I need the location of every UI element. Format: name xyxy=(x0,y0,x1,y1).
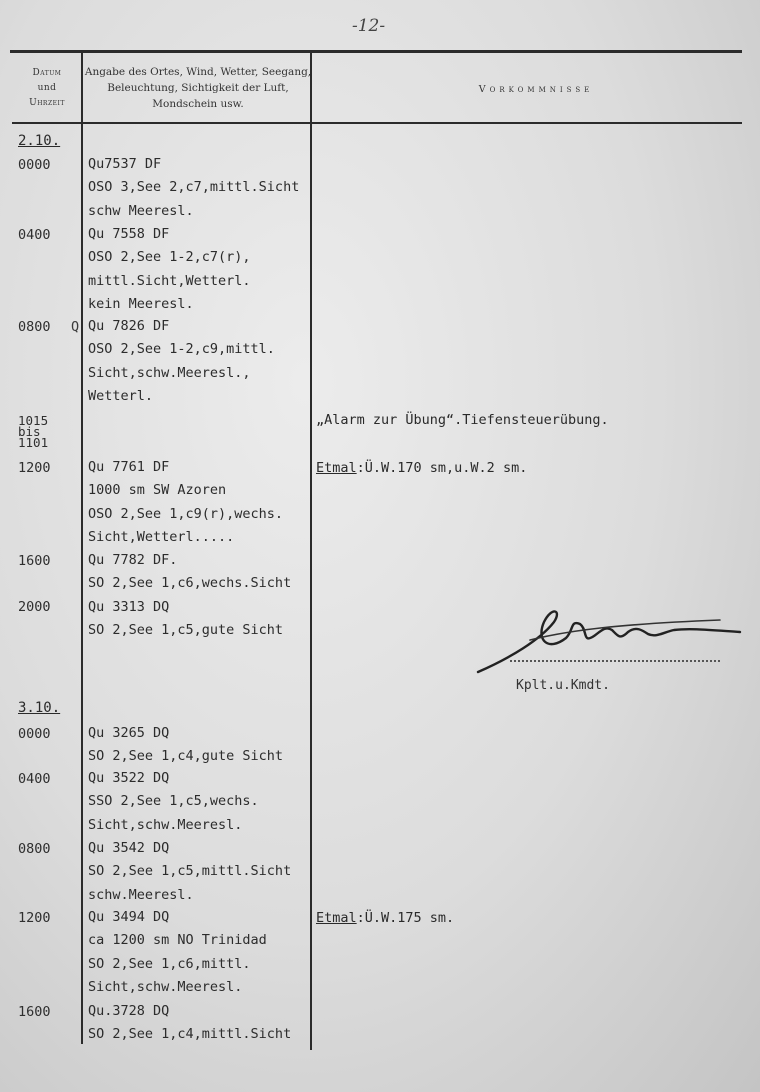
entry-line: Qu 7782 DF. xyxy=(88,552,178,568)
entry-line: OSO 2,See 1-2,c9,mittl. xyxy=(88,341,275,358)
entry-line: SO 2,See 1,c6,mittl. xyxy=(88,955,251,972)
entry-line: Qu 7826 DF xyxy=(88,318,170,334)
row-entry xyxy=(88,315,328,409)
row-time: 0800 xyxy=(18,319,51,335)
event-alarm: „Alarm zur Übung“.Tiefensteuerübung. xyxy=(316,412,609,428)
entry-line: kein Meeresl. xyxy=(88,296,194,313)
etmal-value: :Ü.W.175 sm. xyxy=(356,910,455,926)
entry-line: Sicht,schw.Meeresl., xyxy=(88,364,251,381)
entry-line: schw.Meeresl. xyxy=(88,886,194,903)
row-time: 0800 xyxy=(18,841,51,857)
row-entry xyxy=(88,837,328,907)
entry-line: Qu 7761 DF xyxy=(88,459,170,475)
header-events: Vorkommnisse xyxy=(478,84,594,95)
header-date-time xyxy=(14,66,80,111)
row-entry xyxy=(88,456,328,550)
entry-line: OSO 2,See 1-2,c7(r), xyxy=(88,249,251,266)
row-time: 1200 xyxy=(18,910,51,926)
etmal-label: Etmal xyxy=(316,910,357,926)
entry-line: SO 2,See 1,c5,mittl.Sicht xyxy=(88,863,292,880)
entry-line: ca 1200 sm NO Trinidad xyxy=(88,932,267,949)
entry-line: 1000 sm SW Azoren xyxy=(88,482,227,499)
entry-line: mittl.Sicht,Wetterl. xyxy=(88,272,251,289)
entry-line: Sicht,schw.Meeresl. xyxy=(88,979,243,996)
row-time: 0000 xyxy=(18,157,51,173)
row-entry xyxy=(88,1000,328,1047)
entry-line: Sicht,Wetterl..... xyxy=(88,529,235,546)
entry-line: Sicht,schw.Meeresl. xyxy=(88,816,243,833)
row-time: 0400 xyxy=(18,771,51,787)
header-place-weather: Angabe des Ortes, Wind, Wetter, Seegang, Beleuchtung, Sichtigkeit der Luft, Mondschein usw. xyxy=(84,66,312,110)
row-time: 1200 xyxy=(18,460,51,476)
row-time: 2000 xyxy=(18,599,51,615)
overtyped-mark: Q xyxy=(71,319,80,335)
etmal-value: :Ü.W.170 sm,u.W.2 sm. xyxy=(356,460,528,476)
row-time: 0400 xyxy=(18,227,51,243)
date-heading-2-10: 2.10. xyxy=(18,133,61,149)
page-number: -12- xyxy=(352,16,386,36)
row-entry xyxy=(88,767,328,837)
entry-line: Qu.3728 DQ xyxy=(88,1003,170,1019)
date-heading-3-10: 3.10. xyxy=(18,700,61,716)
entry-line: SO 2,See 1,c5,gute Sicht xyxy=(88,622,284,639)
row-entry xyxy=(88,722,328,769)
entry-line: SO 2,See 1,c4,gute Sicht xyxy=(88,748,284,765)
row-time: 1600 xyxy=(18,553,51,569)
signature-caption: Kplt.u.Kmdt. xyxy=(516,678,610,693)
header-bottom-rule xyxy=(12,122,742,124)
entry-line: OSO 3,See 2,c7,mittl.Sicht xyxy=(88,179,300,196)
entry-line: SO 2,See 1,c6,wechs.Sicht xyxy=(88,575,292,592)
etmal-label: Etmal xyxy=(316,460,357,476)
header-und-word: und xyxy=(37,83,57,93)
entry-line: SSO 2,See 1,c5,wechs. xyxy=(88,793,259,810)
entry-line: Qu 3542 DQ xyxy=(88,840,170,856)
entry-line: Wetterl. xyxy=(88,388,154,405)
row-time: 1600 xyxy=(18,1004,51,1020)
row-entry xyxy=(88,223,328,317)
entry-line: Qu7537 DF xyxy=(88,156,162,172)
entry-line: Qu 3265 DQ xyxy=(88,725,170,741)
entry-line: Qu 3494 DQ xyxy=(88,909,170,925)
entry-line: SO 2,See 1,c4,mittl.Sicht xyxy=(88,1026,292,1043)
event-etmal-1 xyxy=(316,460,527,476)
time-range-text: 1015 bis 1101 xyxy=(18,413,49,450)
signature-dotted-line xyxy=(510,660,720,662)
header-date-word: Datum xyxy=(32,68,62,78)
entry-line: Qu 7558 DF xyxy=(88,226,170,242)
row-entry xyxy=(88,906,328,1000)
entry-line: Qu 3313 DQ xyxy=(88,599,170,615)
header-uhrzeit-word: Uhrzeit xyxy=(29,98,65,108)
event-etmal-2 xyxy=(316,910,454,926)
entry-line: OSO 2,See 1,c9(r),wechs. xyxy=(88,505,284,522)
row-time: 0000 xyxy=(18,726,51,742)
header-top-rule xyxy=(10,50,742,53)
row-entry xyxy=(88,549,328,596)
entry-line: schw Meeresl. xyxy=(88,202,194,219)
row-entry xyxy=(88,153,328,223)
date-column-divider xyxy=(81,52,83,1044)
row-time-range xyxy=(18,415,78,448)
entry-line: Qu 3522 DQ xyxy=(88,770,170,786)
commander-signature xyxy=(470,600,750,680)
row-entry xyxy=(88,596,328,643)
